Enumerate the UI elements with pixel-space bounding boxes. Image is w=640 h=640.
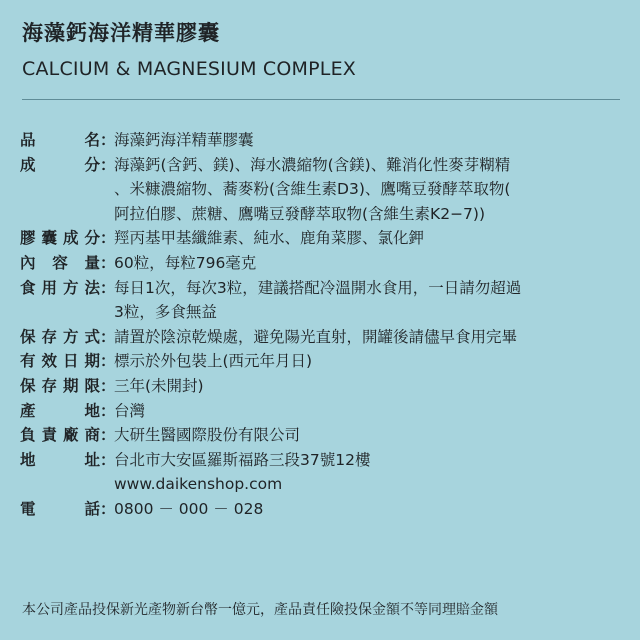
spec-value-line: 3粒，多食無益	[114, 303, 217, 322]
spec-value-line: 60粒，每粒796毫克	[114, 253, 257, 272]
spec-colon: ：	[100, 155, 116, 174]
spec-label: 品 名	[20, 131, 100, 149]
spec-label: 地 址	[20, 450, 100, 469]
spec-colon: ：	[100, 499, 116, 518]
spec-label: 有 效 日 期	[20, 352, 100, 371]
spec-label: 食 用 方 法	[20, 278, 100, 297]
spec-label: 膠 囊 成 分	[20, 229, 100, 248]
spec-label: 保 存 方 式	[20, 327, 100, 346]
spec-colon: ：	[100, 229, 116, 248]
spec-value	[114, 399, 624, 424]
spec-value-line: 阿拉伯膠、蔗糖、鷹嘴豆發酵萃取物(含維生素K2−7))	[114, 204, 486, 223]
spec-value-line: 羥丙基甲基纖維素、純水、鹿角菜膠、氯化鉀	[114, 229, 425, 248]
spec-colon: ：	[100, 131, 116, 149]
spec-colon: ：	[100, 352, 116, 371]
spec-colon: ：	[100, 376, 116, 395]
spec-value	[114, 448, 624, 497]
spec-row	[20, 448, 624, 497]
spec-value	[114, 251, 624, 276]
spec-colon: ：	[100, 278, 116, 297]
spec-value-line: 、米糠濃縮物、蕎麥粉(含維生素D3)、鷹嘴豆發酵萃取物(	[114, 180, 511, 199]
spec-value-line: www.daikenshop.com	[114, 475, 283, 494]
spec-label: 產 地	[20, 401, 100, 420]
spec-label: 負 責 廠 商	[20, 426, 100, 445]
spec-colon: ：	[100, 401, 116, 420]
spec-value-line: 海藻鈣(含鈣、鎂)、海水濃縮物(含鎂)、難消化性麥芽糊精	[114, 155, 511, 174]
spec-value-line: 三年(未開封)	[114, 376, 204, 395]
spec-row	[20, 374, 624, 399]
spec-value-line: 0800 － 000 － 028	[114, 499, 264, 518]
spec-colon: ：	[100, 450, 116, 469]
spec-value-line: 台灣	[114, 401, 146, 420]
spec-colon: ：	[100, 327, 116, 346]
spec-value-line: 台北市大安區羅斯福路三段37號12樓	[114, 450, 371, 469]
spec-value	[114, 153, 624, 227]
header-divider	[22, 99, 620, 100]
insurance-notice: 本公司產品投保新光產物新台幣一億元，產品責任險投保金額不等同理賠金額	[22, 602, 498, 618]
spec-value	[114, 325, 624, 350]
spec-value-line: 標示於外包裝上(西元年月日)	[114, 352, 313, 371]
spec-colon: ：	[100, 253, 116, 272]
spec-colon: ：	[100, 426, 116, 445]
spec-value	[114, 423, 624, 448]
spec-value	[114, 349, 624, 374]
spec-row	[20, 276, 624, 325]
spec-value-line: 請置於陰涼乾燥處，避免陽光直射，開罐後請儘早食用完畢	[114, 327, 518, 346]
spec-row	[20, 251, 624, 276]
spec-row	[20, 399, 624, 424]
spec-value-line: 每日1次，每次3粒，建議搭配冷溫開水食用，一日請勿超過	[114, 278, 522, 297]
header	[22, 18, 622, 82]
spec-row	[20, 128, 624, 153]
spec-label: 內 容 量	[20, 253, 100, 272]
spec-row	[20, 349, 624, 374]
spec-value	[114, 497, 624, 522]
spec-value	[114, 276, 624, 325]
spec-row	[20, 423, 624, 448]
spec-value-line: 大研生醫國際股份有限公司	[114, 426, 301, 445]
product-title-english: CALCIUM & MAGNESIUM COMPLEX	[22, 58, 356, 80]
spec-row	[20, 325, 624, 350]
spec-row	[20, 153, 624, 227]
spec-table	[20, 128, 624, 522]
spec-label: 保 存 期 限	[20, 376, 100, 395]
spec-row	[20, 226, 624, 251]
product-title-chinese: 海藻鈣海洋精華膠囊	[22, 21, 220, 45]
spec-value	[114, 226, 624, 251]
spec-label: 成 分	[20, 155, 100, 174]
spec-row	[20, 497, 624, 522]
spec-value	[114, 128, 624, 153]
spec-value	[114, 374, 624, 399]
spec-label: 電 話	[20, 499, 100, 518]
spec-value-line: 海藻鈣海洋精華膠囊	[114, 131, 254, 149]
